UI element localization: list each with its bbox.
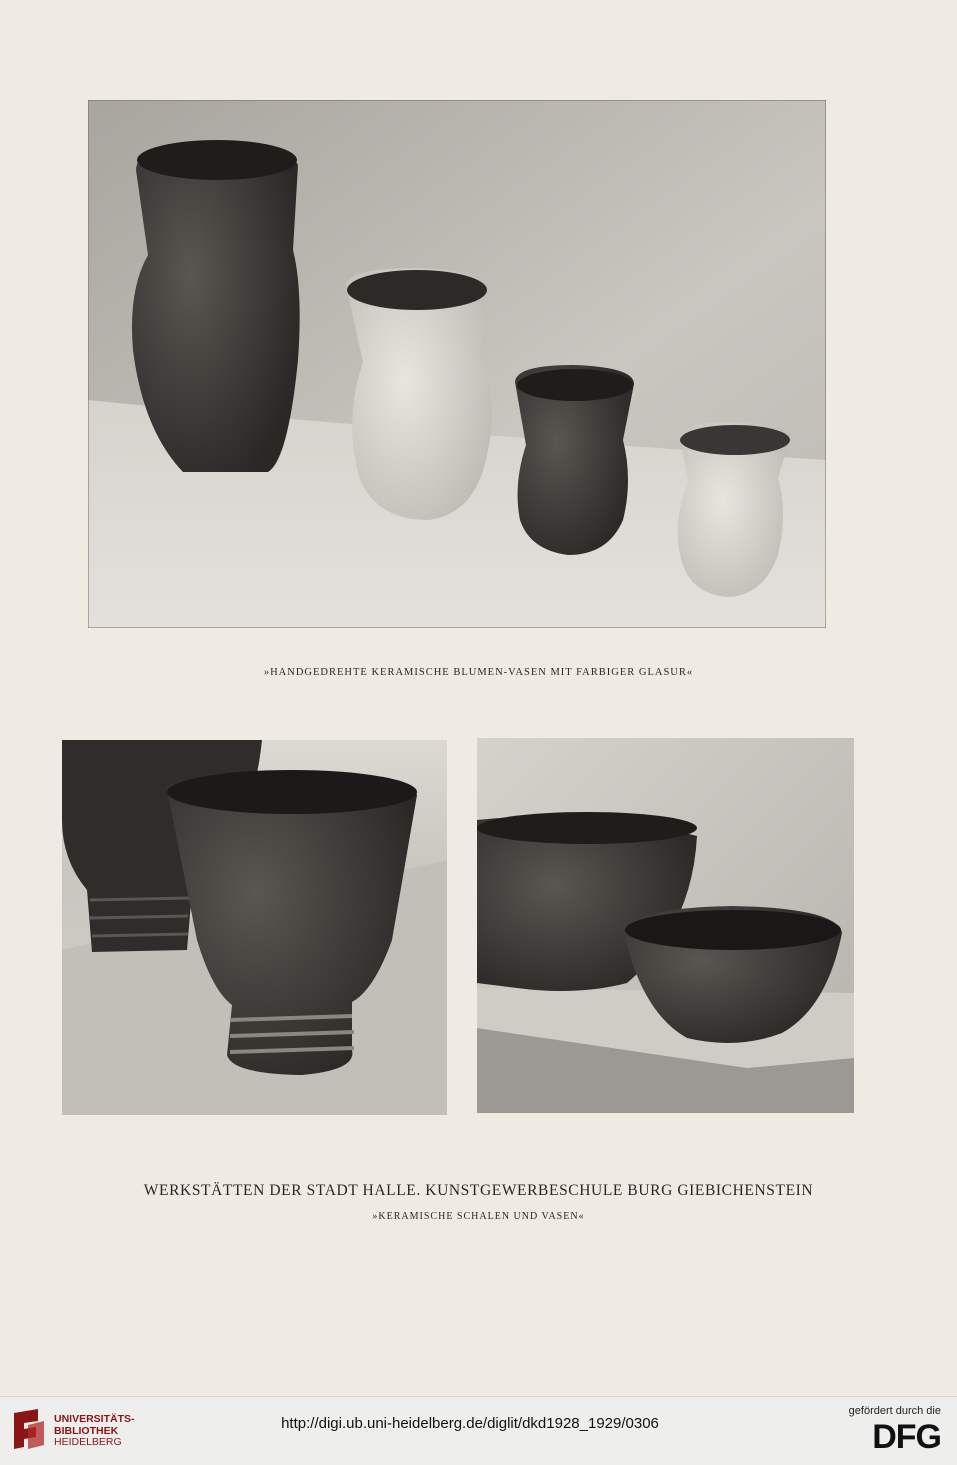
library-name-line: UNIVERSITÄTS- (54, 1413, 135, 1425)
photo-bowls-image (477, 738, 854, 1113)
photo-footed-cup-image (62, 740, 447, 1115)
caption-workshops-title: WERKSTÄTTEN DER STADT HALLE. KUNSTGEWERBESCHULE BURG GIEBICHENSTEIN (143, 1182, 814, 1199)
library-name-line: BIBLIOTHEK (54, 1424, 119, 1437)
funded-by-label: gefördert durch die (848, 1405, 941, 1417)
photo-four-vases (88, 100, 826, 628)
photo-footed-cup (62, 740, 447, 1115)
small-dark-vase (515, 365, 634, 555)
caption-bowls-vases: »KERAMISCHE SCHALEN UND VASEN« (372, 1211, 585, 1222)
footer-bar (0, 1396, 957, 1465)
dfg-logo-icon[interactable]: DFG (872, 1418, 941, 1456)
photo-four-vases-image (88, 100, 826, 628)
library-name-line: HEIDELBERG (54, 1436, 122, 1448)
photo-bowls (477, 738, 854, 1113)
permalink-url[interactable]: http://digi.ub.uni-heidelberg.de/diglit/dkd1928_1929/0306 (281, 1415, 659, 1432)
ub-heidelberg-logo-icon[interactable] (10, 1407, 46, 1451)
caption-four-vases: »HANDGEDREHTE KERAMISCHE BLUMEN-VASEN MIT FARBIGER GLASUR« (263, 667, 694, 678)
light-vase (346, 268, 492, 520)
large-dark-vase (132, 140, 300, 472)
library-name[interactable] (54, 1414, 135, 1449)
